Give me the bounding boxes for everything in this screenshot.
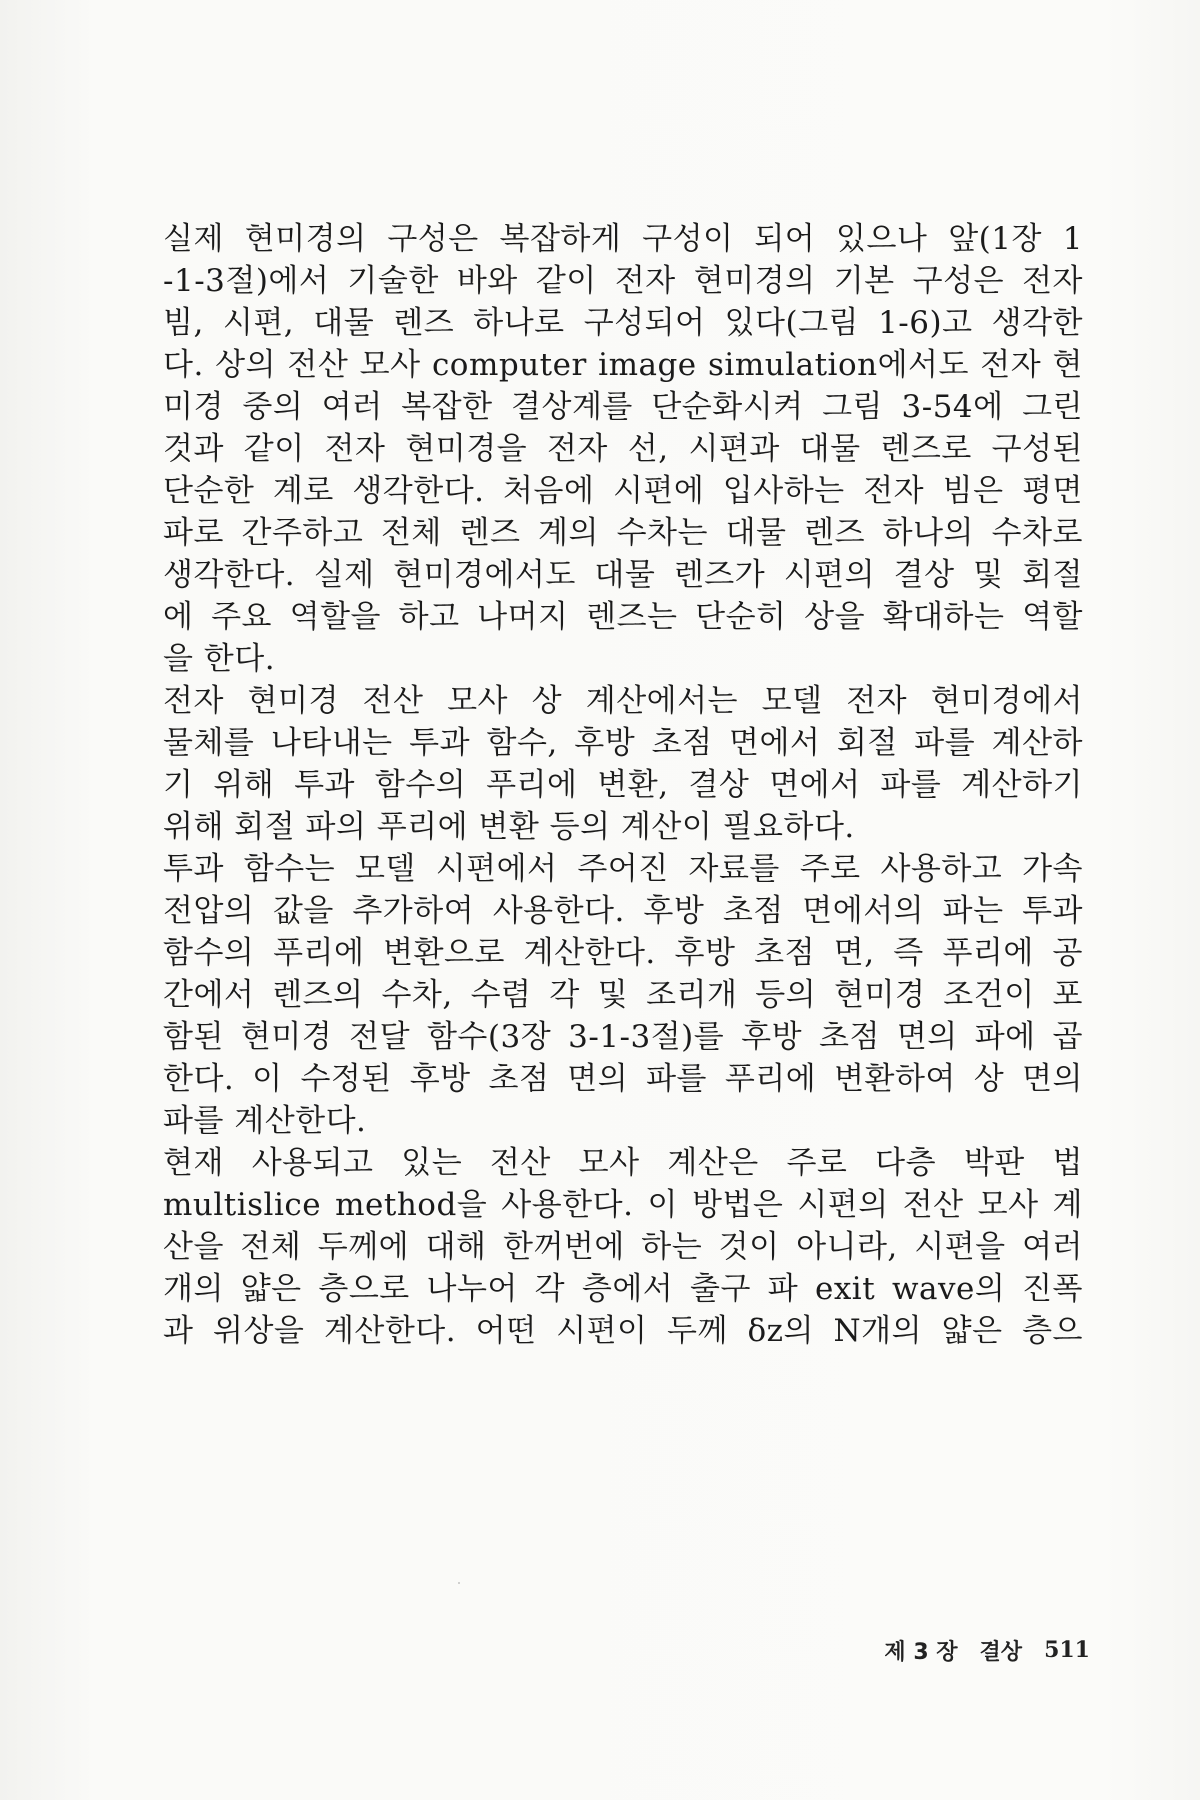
text-line: 물체를 나타내는 투과 함수, 후방 초점 면에서 회절 파를 계산하 [163,725,1083,761]
text-line: -1-3절)에서 기술한 바와 같이 전자 현미경의 기본 구성은 전자 [163,263,1083,299]
text-line: 개의 얇은 층으로 나누어 각 층에서 출구 파 exit wave의 진폭 [163,1271,1083,1307]
text-line: 간에서 렌즈의 수차, 수렴 각 및 조리개 등의 현미경 조건이 포 [163,977,1083,1013]
text-line: 한다. 이 수정된 후방 초점 면의 파를 푸리에 변환하여 상 면의 [163,1061,1083,1097]
chapter-label: 제 3 장 [884,1639,958,1665]
text-line: 과 위상을 계산한다. 어떤 시편이 두께 δz의 N개의 얇은 층으 [163,1313,1083,1349]
text-line: 빔, 시편, 대물 렌즈 하나로 구성되어 있다(그림 1-6)고 생각한 [163,305,1083,341]
text-line: 생각한다. 실제 현미경에서도 대물 렌즈가 시편의 결상 및 회절 [163,557,1083,593]
page-footer [850,1630,1090,1670]
text-line: 파로 간주하고 전체 렌즈 계의 수차는 대물 렌즈 하나의 수차로 [163,515,1083,551]
text-line: 실제 현미경의 구성은 복잡하게 구성이 되어 있으나 앞(1장 1 [163,221,1083,257]
text-line: 다. 상의 전산 모사 computer image simulation에서도 전자 현 [163,347,1083,383]
page-number: 511 [1044,1637,1090,1663]
text-line: 함수의 푸리에 변환으로 계산한다. 후방 초점 면, 즉 푸리에 공 [163,935,1083,971]
text-line: 전압의 값을 추가하여 사용한다. 후방 초점 면에서의 파는 투과 [163,893,1083,929]
text-line: 에 주요 역할을 하고 나머지 렌즈는 단순히 상을 확대하는 역할 [163,599,1083,635]
text-line: 투과 함수는 모델 시편에서 주어진 자료를 주로 사용하고 가속 [163,851,1083,887]
text-line: 전자 현미경 전산 모사 상 계산에서는 모델 전자 현미경에서 [163,683,1083,719]
text-line: 현재 사용되고 있는 전산 모사 계산은 주로 다층 박판 법 [163,1145,1083,1181]
text-line: 함된 현미경 전달 함수(3장 3-1-3절)를 후방 초점 면의 파에 곱 [163,1019,1083,1055]
section-label: 결상 [979,1639,1023,1665]
text-line: 단순한 계로 생각한다. 처음에 시편에 입사하는 전자 빔은 평면 [163,473,1083,509]
text-line: 을 한다. [163,641,276,677]
text-line: 기 위해 투과 함수의 푸리에 변환, 결상 면에서 파를 계산하기 [163,767,1083,803]
text-line: 위해 회절 파의 푸리에 변환 등의 계산이 필요하다. [163,809,855,845]
page-speck [458,1582,460,1584]
text-line: 산을 전체 두께에 대해 한꺼번에 하는 것이 아니라, 시편을 여러 [163,1229,1083,1265]
body-text-block [163,218,1083,1352]
text-line: 것과 같이 전자 현미경을 전자 선, 시편과 대물 렌즈로 구성된 [163,431,1083,467]
text-line: 미경 중의 여러 복잡한 결상계를 단순화시켜 그림 3-54에 그린 [163,389,1083,425]
text-line: 파를 계산한다. [163,1103,367,1139]
text-line: multislice method을 사용한다. 이 방법은 시편의 전산 모사 계 [163,1187,1083,1223]
